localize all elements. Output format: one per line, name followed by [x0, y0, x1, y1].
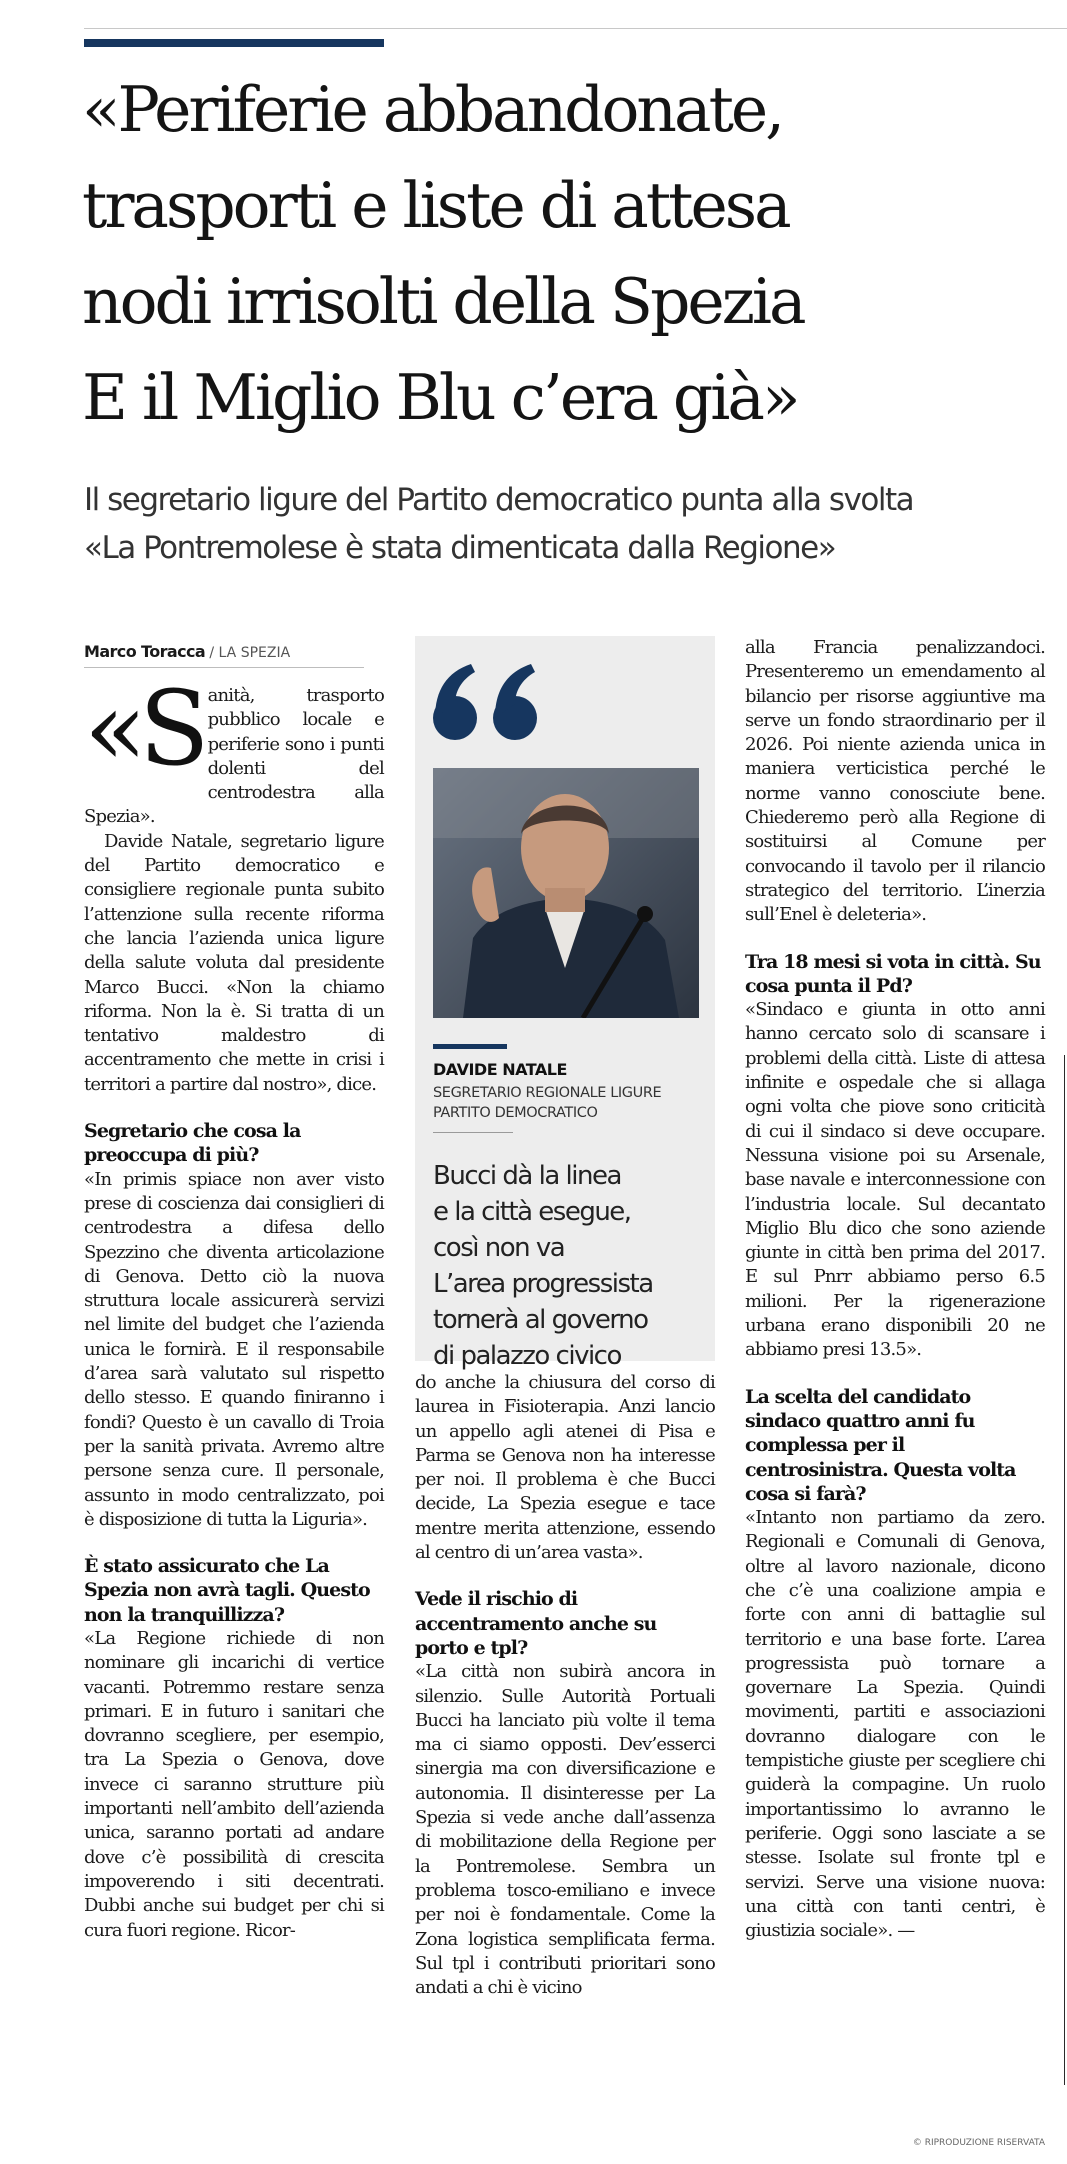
pull-quote-box: [415, 636, 715, 1371]
article-paragraph: Davide Natale, segretario ligure del Partito democratico e consigliere regionale punta subito l’attenzione sulla recente riforma che lancia l’azienda unica ligure della salute voluta dal presidente Marco Bucci. «Non la chiamo riforma. Non la è. Si tratta di un tentativo maldestro di accentramento che mette in crisi i territori a partire dal nostro», dice.: [84, 830, 384, 1095]
interview-answer: do anche la chiusura del corso di laurea in Fisioterapia. Anzi lancio un appello agli atenei di Pisa e Parma se Genova non ha interesse per noi. Il problema è che Bucci decide, La Spezia esegue e tace mentre merita attenzione, essendo al centro di un’area vasta».: [415, 1372, 715, 1564]
headline-line: nodi irrisolti della Spezia: [82, 265, 804, 338]
interview-question: Tra 18 mesi si vota in città. Su cosa punta il Pd?: [745, 950, 1041, 997]
person-role: [433, 1083, 701, 1123]
byline-location: / LA SPEZIA: [209, 645, 291, 661]
article-column-2: [415, 1371, 715, 2000]
headline-line: trasporti e liste di attesa: [82, 169, 789, 242]
interview-question: È stato assicurato che La Spezia non avrà tagli. Questo non la tranquillizza?: [84, 1555, 370, 1626]
headline-line: E il Miglio Blu c’era già»: [82, 361, 798, 434]
byline: [84, 640, 364, 668]
copyright-notice: © RIPRODUZIONE RISERVATA: [912, 2138, 1045, 2148]
intro-text: anità, trasporto pubblico locale e periferie sono i punti dolenti del centrodestra alla Spezia».: [84, 685, 384, 828]
pull-quote-line: Bucci dà la linea: [433, 1161, 621, 1191]
quotation-mark-icon: [425, 654, 555, 754]
pull-quote-line: tornerà al governo: [433, 1305, 648, 1335]
interview-answer: «La Regione richiede di non nominare gli incarichi di vertice vacanti. Potremmo restare senza primari. E in futuro i sanitari che dovranno scegliere, per esempio, tra La Spezia o Genova, dove invece ci saranno strutture più importanti nell’ambito dell’azienda unica, saranno portati ad andare dove c’è possibilità di crescita impoverendo i siti decentrati. Dubbi anche sui budget per chi si cura fuori regione. Ricor-: [84, 1627, 384, 1941]
pull-quote-line: così non va: [433, 1233, 565, 1263]
subheadline-line: Il segretario ligure del Partito democratico punta alla svolta: [84, 482, 914, 518]
headline-accent-bar: [84, 39, 384, 47]
interview-question: Segretario che cosa la preoccupa di più?: [84, 1120, 301, 1167]
portrait-photo: [433, 768, 699, 1018]
interview-answer: alla Francia penalizzandoci. Presenteremo un emendamento al bilancio per risorse aggiuntive ma serve un fondo straordinario per il 2026. Poi niente azienda unica in maniera verticistica perché le norme vanno conosciute bene. Chiederemo però alla Regione di sostituirsi al Comune per convocando il tavolo per il rilancio strategico del territorio. L’inerzia sull’Enel è deleteria».: [745, 637, 1045, 926]
interview-answer: «Intanto non partiamo da zero. Regionali e Comunali di Genova, oltre al lavoro nazionale, dicono che c’è una coalizione ampia e forte con anni di battaglie sul territorio e una base forte. L’area progressista può tornare a governare La Spezia. Quindi movimenti, partiti e associazioni dovranno dialogare con le tempistiche giuste per scegliere chi guiderà la compagine. Un ruolo importantissimo lo avranno le periferie. Oggi sono lasciate a se stesse. Isolate sul fronte tpl e servizi. Serve una visione nuova: una città con tanti centri, è giustizia sociale». —: [745, 1507, 1045, 1942]
pull-quote-line: di palazzo civico: [433, 1341, 621, 1371]
sidebar-accent-bar: [433, 1044, 507, 1049]
headline: [82, 62, 1062, 446]
top-rule: [84, 28, 1067, 29]
drop-cap: «S: [84, 669, 202, 789]
subheadline: [84, 476, 1064, 572]
interview-question: Vede il rischio di accentramento anche su porto e tpl?: [415, 1588, 657, 1659]
subheadline-line: «La Pontremolese è stata dimenticata dalla Regione»: [84, 530, 836, 566]
pull-quote-line: L’area progressista: [433, 1269, 653, 1299]
role-divider: [433, 1132, 513, 1133]
article-intro: [84, 669, 384, 830]
pull-quote: [433, 1158, 705, 1374]
column-edge-rule: [1064, 1055, 1065, 2085]
article-column-1: [84, 640, 384, 1943]
interview-question: La scelta del candidato sindaco quattro anni fu complessa per il centrosinistra. Questa volta cosa si farà?: [745, 1385, 1016, 1505]
headline-line: «Periferie abbandonate,: [82, 73, 783, 146]
author-name: Marco Toracca: [84, 642, 206, 661]
person-role-line: SEGRETARIO REGIONALE LIGURE: [433, 1085, 662, 1101]
interview-answer: «La città non subirà ancora in silenzio. Sulle Autorità Portuali Bucci ha lanciato più volte il tema ma ci siamo opposti. Dev’esserci sinergia ma con diversificazione e autonomia. Il disinteresse per La Spezia si vede anche dall’assenza di mobilitazione della Regione per la Pontremolese. Sembra un problema tosco-emiliano e invece per noi è fondamentale. Come la Zona logistica semplificata ferma. Sul tpl i contributi prioritari sono andati a chi è vicino: [415, 1661, 715, 1999]
person-name: DAVIDE NATALE: [433, 1060, 567, 1079]
person-role-line: PARTITO DEMOCRATICO: [433, 1105, 598, 1121]
interview-answer: «Sindaco e giunta in otto anni hanno cercato solo di scansare i problemi della città. Liste di attesa infinite e ospedale che si allaga ogni volta che piove sono criticità di cui il sindaco si deve occupare. Nessuna visione poi su Arsenale, base navale e interconnessione con l’industria locale. Sul decantato Miglio Blu dico che sono aziende giunte in città ben prima del 2017. E sul Pnrr abbiamo perso 6.5 milioni. Per la rigenerazione urbana erano disponibili 20 ne abbiamo presi 13.5».: [745, 999, 1045, 1361]
interview-answer: «In primis spiace non aver visto prese di coscienza dai consiglieri di centrodestra a difesa dello Spezzino che diventa articolazione di Genova. Detto ciò la nuova struttura locale assicurerà servizi nel limite del budget che l’azienda unica le fornirà. E il responsabile d’area sarà valutato sul rispetto dello stesso. E quando finiranno i fondi? Questo è un cavallo di Troia per la sanità privata. Avremo altre persone senza cure. Il personale, assunto in modo centralizzato, poi è disposizione di tutta la Liguria».: [84, 1168, 384, 1530]
article-column-3: [745, 636, 1045, 1943]
portrait-illustration: [433, 768, 699, 1018]
pull-quote-line: e la città esegue,: [433, 1197, 631, 1227]
